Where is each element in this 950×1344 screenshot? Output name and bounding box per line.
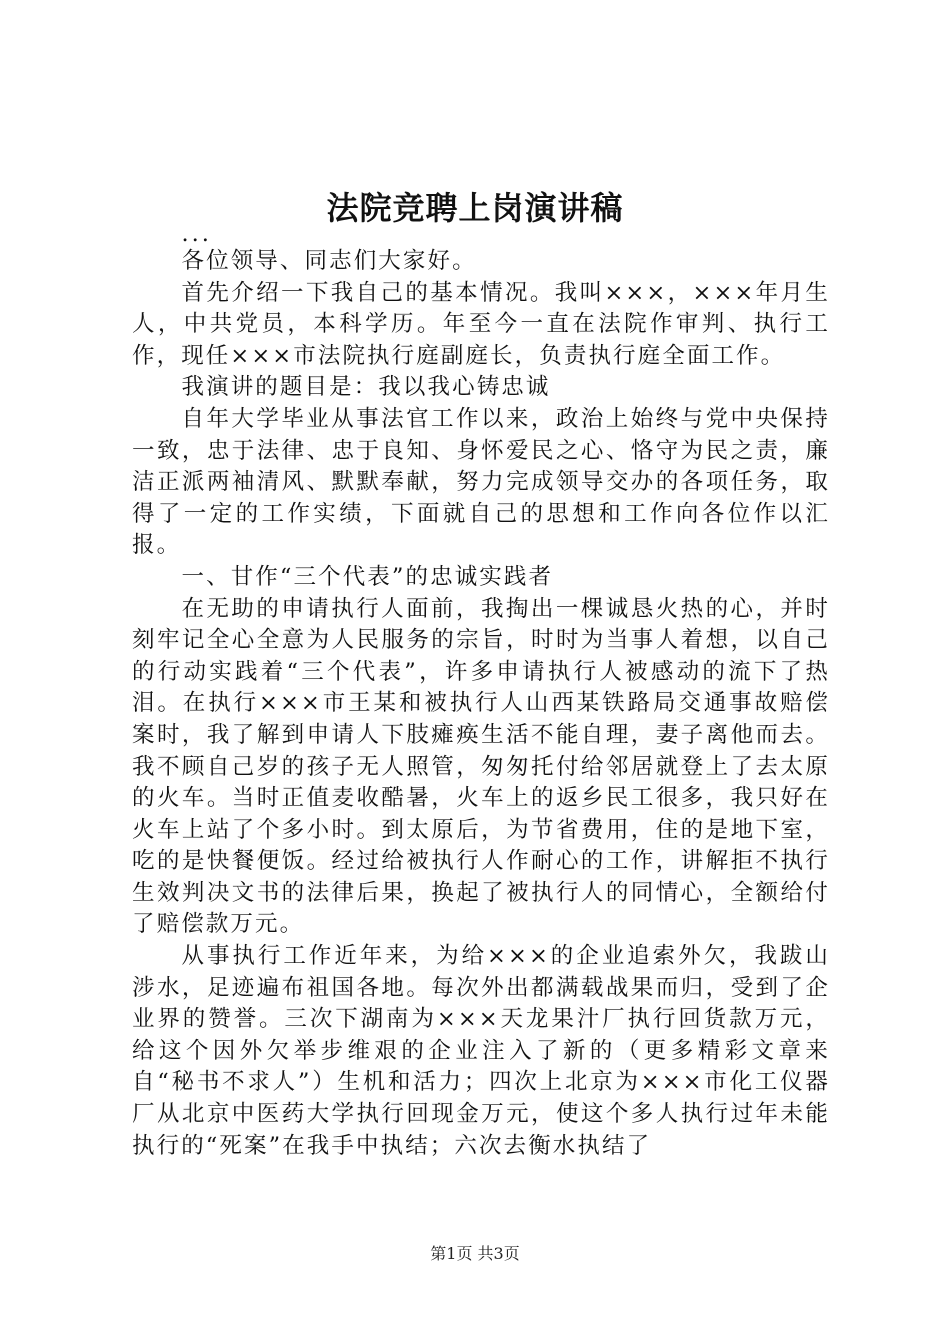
self-introduction-paragraph: 首先介绍一下我自己的基本情况。我叫×××，×××年月生人，中共党员，本科学历。年至今一直在法院作审判、执行工作，现任×××市法院执行庭副庭长，负责执行庭全面工作。 (132, 279, 830, 369)
speech-topic-paragraph: 我演讲的题目是：我以我心铸忠诚 (181, 374, 551, 401)
document-body (132, 222, 830, 1162)
enforcement-work-paragraph: 从事执行工作近年来，为给×××的企业追索外欠，我跋山涉水，足迹遍布祖国各地。每次外出都满载战果而归，受到了企业界的赞誉。三次下湖南为×××天龙果汁厂执行回货款万元，给这个因外欠举步维艰的企业注入了新的（更多精彩文章来自“秘书不求人”）生机和活力；四次上北京为×××市化工仪器厂从北京中医药大学执行回现金万元，使这个多人执行过年未能执行的“死案”在我手中执结；六次去衡水执结了 (132, 943, 830, 1159)
page-number-footer: 第1页 共3页 (430, 1244, 520, 1263)
case-story-paragraph: 在无助的申请执行人面前，我掏出一棵诚恳火热的心，并时刻牢记全心全意为人民服务的宗旨，时时为当事人着想，以自己的行动实践着“三个代表”，许多申请执行人被感动的流下了热泪。在执行×××市王某和被执行人山西某铁路局交通事故赔偿案时，我了解到申请人下肢瘫痪生活不能自理，妻子离他而去。我不顾自己岁的孩子无人照管，匆匆托付给邻居就登上了去太原的火车。当时正值麦收酷暑，火车上的返乡民工很多，我只好在火车上站了个多小时。到太原后，为节省费用，住的是地下室，吃的是快餐便饭。经过给被执行人作耐心的工作，讲解拒不执行生效判决文书的法律后果，换起了被执行人的同情心，全额给付了赔偿款万元。 (132, 595, 830, 938)
career-summary-paragraph: 自年大学毕业从事法官工作以来，政治上始终与党中央保持一致，忠于法律、忠于良知、身怀爱民之心、恪守为民之责，廉洁正派两袖清风、默默奉献，努力完成领导交办的各项任务，取得了一定的工作实绩，下面就自己的思想和工作向各位作以汇报。 (132, 405, 830, 559)
document-title: 法院竞聘上岗演讲稿 (326, 189, 624, 227)
greeting-paragraph: 各位领导、同志们大家好。 (181, 248, 477, 274)
section-heading-1: 一、甘作“三个代表”的忠诚实践者 (181, 563, 554, 590)
ellipsis-line: ... (181, 221, 212, 247)
